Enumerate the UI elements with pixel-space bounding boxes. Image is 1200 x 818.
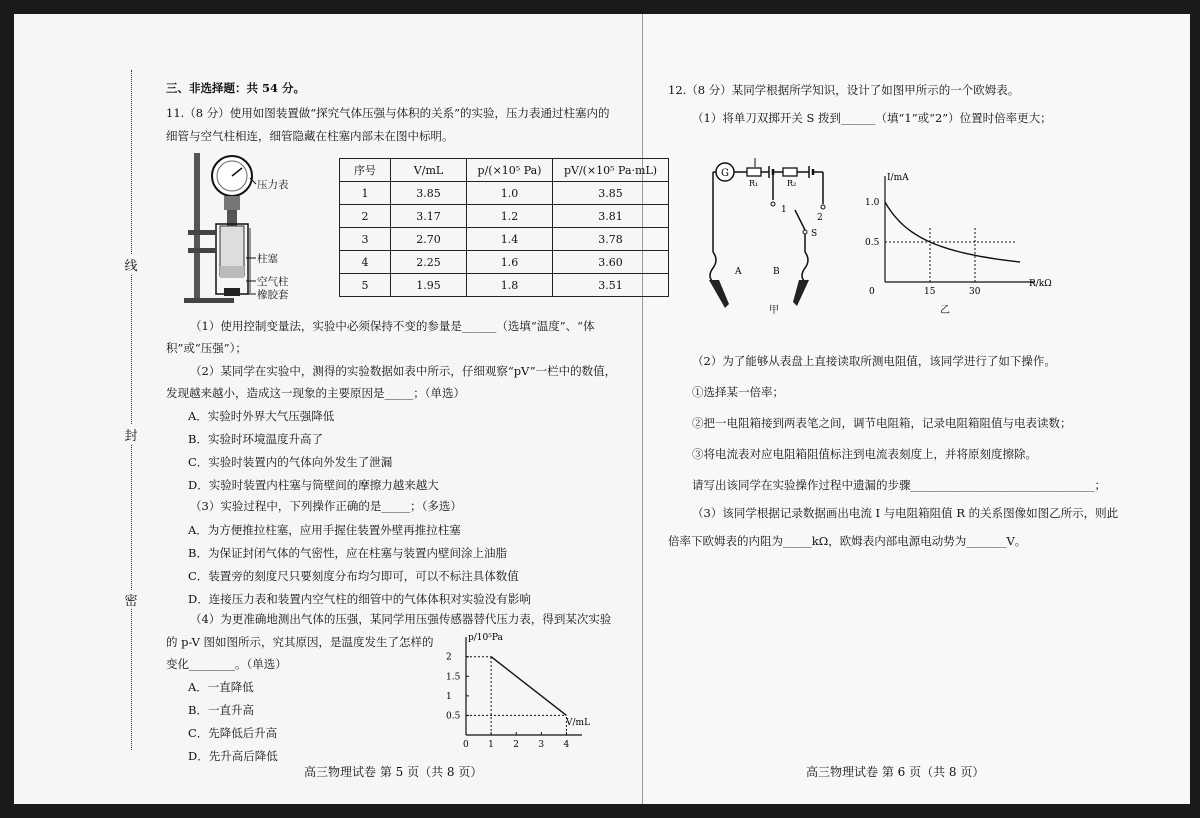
- data-table: [339, 158, 669, 297]
- q11-part4-option-a: A．一直降低: [188, 680, 254, 694]
- q11-part4-line1: （4）为更准确地测出气体的压强，某同学用压强传感器替代压力表，得到某次实验: [190, 612, 612, 626]
- q12-stem: 12.（8 分）某同学根据所学知识，设计了如图甲所示的一个欧姆表。: [668, 83, 1020, 97]
- table-cell: 3.17: [391, 205, 467, 228]
- q12-step3: ③将电流表对应电阻箱阻值标注到电流表刻度上，并将原刻度擦除。: [692, 447, 1037, 461]
- q11-part2-line1: （2）某同学在实验中，测得的实验数据如表中所示，仔细观察“pV”一栏中的数值，: [190, 364, 617, 378]
- table-cell: 2: [340, 205, 391, 228]
- q11-part3-option-c: C．装置旁的刻度尺只要刻度分布均匀即可，可以不标注具体数值: [188, 569, 519, 583]
- table-cell: 1.2: [467, 205, 553, 228]
- y-tick-label: 1.5: [446, 672, 461, 683]
- circuit-label-b: B: [773, 267, 780, 277]
- circuit-label-r2: R₂: [787, 179, 797, 188]
- series-line: [491, 657, 566, 716]
- circuit-label-1: 1: [781, 205, 787, 215]
- table-cell: 2.70: [391, 228, 467, 251]
- q11-part4-option-c: C．先降低后升高: [188, 726, 278, 740]
- table-row: [340, 274, 669, 297]
- q12-part3-line2: 倍率下欧姆表的内阻为_____kΩ，欧姆表内部电源电动势为_______V。: [668, 534, 1027, 548]
- q11-part3-option-a: A．为方便推拉柱塞，应用手握住装置外壁再推拉柱塞: [188, 523, 461, 537]
- series-curve: [885, 202, 1020, 262]
- x-tick-label: 15: [924, 287, 936, 297]
- table-header-row: [340, 159, 669, 182]
- scan-border-left: [0, 0, 14, 818]
- y-tick-label: 1.0: [865, 198, 880, 208]
- table-row: [340, 228, 669, 251]
- binding-char-line: 线: [118, 255, 144, 274]
- q12-part3-line1: （3）该同学根据记录数据画出电流 I 与电阻箱阻值 R 的关系图像如图乙所示，则此: [692, 506, 1119, 520]
- q12-step1: ①选择某一倍率；: [692, 385, 784, 399]
- q11-part2-option-d: D．实验时装置内柱塞与筒壁间的摩擦力越来越大: [188, 478, 439, 492]
- table-row: [340, 205, 669, 228]
- table-cell: 5: [340, 274, 391, 297]
- section-heading: 三、非选择题：共 54 分。: [166, 81, 306, 95]
- table-row: [340, 182, 669, 205]
- table-cell: 1.0: [467, 182, 553, 205]
- q12-part1: （1）将单刀双掷开关 S 拨到______（填“1”或“2”）位置时倍率更大；: [692, 111, 1052, 125]
- q12-part2: （2）为了能够从表盘上直接读取所测电阻值，该同学进行了如下操作。: [692, 354, 1056, 368]
- q11-part3-line: （3）实验过程中，下列操作正确的是_____；（多选）: [190, 499, 462, 513]
- table-header: pV/(×10⁵ Pa·mL): [553, 159, 669, 182]
- table-cell: 2.25: [391, 251, 467, 274]
- binding-dotted-line: [131, 70, 132, 750]
- scan-border-right: [1190, 0, 1200, 818]
- circuit-label-s: S: [811, 229, 818, 239]
- x-tick-label: 0: [463, 740, 469, 750]
- y-tick-label: 2: [446, 652, 452, 663]
- x-axis-label: R/kΩ: [1029, 279, 1052, 289]
- table-header: p/(×10⁵ Pa): [467, 159, 553, 182]
- y-tick-label: 0.5: [865, 238, 880, 248]
- binding-char-seal: 封: [118, 425, 144, 444]
- q11-part1-line2: 积”或“压强”）；: [166, 341, 247, 355]
- x-tick-label: 1: [488, 740, 494, 750]
- q11-stem-line1: 11.（8 分）使用如图装置做“探究气体压强与体积的关系”的实验，压力表通过柱塞内的: [166, 106, 610, 120]
- q11-part2-option-a: A．实验时外界大气压强降低: [188, 409, 335, 423]
- binding-char-secret: 密: [118, 590, 144, 609]
- circuit-caption: 甲: [769, 305, 779, 316]
- y-axis-label: p/10⁵Pa: [468, 633, 503, 643]
- label-rubber-cap: 橡胶套: [257, 289, 289, 301]
- q11-stem-line2: 细管与空气柱相连，细管隐藏在柱塞内部未在图中标明。: [166, 129, 454, 143]
- circuit-label-2: 2: [817, 213, 823, 223]
- label-air-column: 空气柱: [257, 276, 289, 288]
- table-cell: 1.6: [467, 251, 553, 274]
- table-cell: 1.95: [391, 274, 467, 297]
- footer-left: 高三物理试卷 第 5 页（共 8 页）: [304, 765, 483, 779]
- q11-part4-option-b: B．一直升高: [188, 703, 254, 717]
- q11-part2-option-c: C．实验时装置内的气体向外发生了泄漏: [188, 455, 393, 469]
- q11-part2-line2: 发现越来越小，造成这一现象的主要原因是_____；（单选）: [166, 386, 465, 400]
- ir-chart: [855, 170, 1055, 300]
- right-page: [643, 14, 1190, 804]
- y-tick-label: 1: [446, 691, 452, 702]
- scan-border-top: [0, 0, 1200, 14]
- x-axis-label: V/mL: [566, 718, 591, 728]
- q11-part3-option-b: B．为保证封闭气体的气密性，应在柱塞与装置内壁间涂上油脂: [188, 546, 507, 560]
- table-cell: 3.78: [553, 228, 669, 251]
- circuit-label-a: A: [735, 267, 742, 277]
- ir-chart-caption: 乙: [940, 305, 950, 316]
- x-tick-label: 4: [563, 740, 570, 750]
- table-header: V/mL: [391, 159, 467, 182]
- circuit-diagram: [695, 152, 845, 317]
- q11-part4-option-d: D．先升高后降低: [188, 749, 278, 763]
- q11-part4-line2: 的 p-V 图如图所示，究其原因，是温度发生了怎样的: [166, 635, 434, 649]
- table-cell: 3.85: [391, 182, 467, 205]
- q12-step2: ②把一电阻箱接到两表笔之间，调节电阻箱，记录电阻箱阻值与电表读数；: [692, 416, 1072, 430]
- table-cell: 1: [340, 182, 391, 205]
- label-plunger: 柱塞: [257, 253, 278, 265]
- footer-right: 高三物理试卷 第 6 页（共 8 页）: [806, 765, 985, 779]
- q11-part4-line3: 变化________。（单选）: [166, 657, 287, 671]
- table-header: 序号: [340, 159, 391, 182]
- circuit-label-r1: R₁: [749, 179, 759, 188]
- table-cell: 1.4: [467, 228, 553, 251]
- q12-omitted-step: 请写出该同学在实验操作过程中遗漏的步骤________________________________；: [692, 478, 1106, 492]
- table-cell: 3.81: [553, 205, 669, 228]
- circuit-label-g: G: [721, 168, 729, 179]
- x-tick-label: 3: [538, 740, 545, 750]
- q11-part3-option-d: D．连接压力表和装置内空气柱的细管中的气体体积对实验没有影响: [188, 592, 531, 606]
- table-cell: 3: [340, 228, 391, 251]
- x-tick-label: 30: [969, 287, 981, 297]
- label-gauge: 压力表: [257, 179, 289, 191]
- x-tick-label: 0: [869, 287, 875, 297]
- table-cell: 4: [340, 251, 391, 274]
- x-tick-label: 2: [513, 740, 519, 750]
- q11-part1-line1: （1）使用控制变量法，实验中必须保持不变的参量是______（选填“温度”、“体: [190, 319, 595, 333]
- q11-part2-option-b: B．实验时环境温度升高了: [188, 432, 323, 446]
- y-axis-label: I/mA: [887, 173, 909, 183]
- table-cell: 1.8: [467, 274, 553, 297]
- table-row: [340, 251, 669, 274]
- scan-border-bottom: [0, 804, 1200, 818]
- table-cell: 3.51: [553, 274, 669, 297]
- table-cell: 3.60: [553, 251, 669, 274]
- pv-chart: [440, 630, 600, 755]
- y-tick-label: 0.5: [446, 711, 461, 722]
- table-cell: 3.85: [553, 182, 669, 205]
